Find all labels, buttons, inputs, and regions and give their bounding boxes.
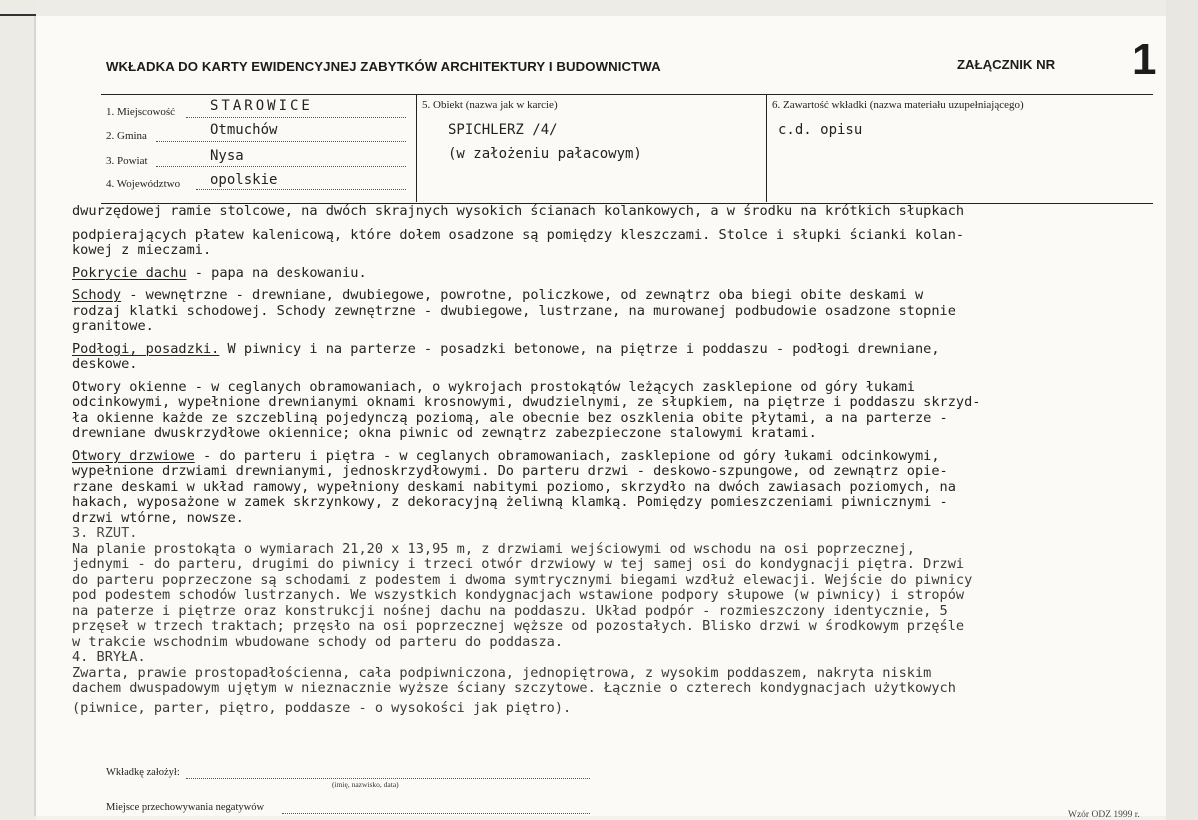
stairs-line-3: granitowe. xyxy=(72,318,154,334)
scan-top-edge xyxy=(0,0,1198,16)
windows-line-1: Otwory okienne - w ceglanych obramowaniach, o wykrojach prostokątów leżących zasklepione od góry łukami xyxy=(72,378,915,395)
negatives-location-label: Miejsce przechowywania negatywów xyxy=(106,802,265,813)
windows-line-2: odcinkowymi, wypełnione drewnianymi oknami krosnowymi, dwudzielnymi, ze słupkiem, na piętrze i poddaszu skrzyd- xyxy=(72,394,981,410)
doors-line-4: hakach, wyposażone w zamek skrzynkowy, z dekoracyjną żeliwną klamką. Pomiędzy pomieszczeniami piwnicznymi - xyxy=(72,494,948,510)
doors-line-1 xyxy=(72,449,1162,465)
plan-line-4: pod podestem schodów lustrzanych. We wszystkich kondygnacjach wstawione podpory słupowe (w piwnicy) i stropów xyxy=(72,587,965,603)
wojewodztwo-value: opolskie xyxy=(210,172,278,188)
floors-line-2: deskowe. xyxy=(72,356,138,372)
form-title: WKŁADKA DO KARTY EWIDENCYJNEJ ZABYTKÓW ARCHITEKTURY I BUDOWNICTWA xyxy=(106,59,661,74)
roof-covering-heading: Pokrycie dachu xyxy=(72,264,187,281)
obiekt-line-2: (w założeniu pałacowym) xyxy=(448,146,642,162)
roof-structure-line-2: podpierających płatew kalenicową, które dołem osadzone są pomiędzy kleszczami. Stolce i słupki ścianki kolan- xyxy=(72,226,965,243)
roof-covering-paragraph xyxy=(72,266,1162,282)
roof-covering-text: - papa na deskowaniu. xyxy=(186,264,367,281)
plan-line-5: na paterze i piętrze oraz konstrukcji nośnej dachu na poddaszu. Układ podpór - rozmieszczony identycznie, 5 xyxy=(72,602,948,619)
plan-line-7: w trakcie wschodnim wbudowane schody od parteru do poddasza. xyxy=(72,633,564,650)
roof-structure-line-3: kowej z mieczami. xyxy=(72,242,212,258)
attachment-number: 1 xyxy=(1132,35,1157,84)
gmina-value: Otmuchów xyxy=(210,122,278,138)
zawartosc-value: c.d. opisu xyxy=(778,122,863,138)
floors-line-1-text: W piwnicy i na parterze - posadzki betonowe, na piętrze i poddaszu - podłogi drewniane, xyxy=(219,340,940,357)
mass-line-1: Zwarta, prawie prostopadłościenna, cała podpiwniczona, jednopiętrowa, z wysokim poddaszem, nakryta niskim xyxy=(72,664,932,681)
miejscowosc-dots xyxy=(186,116,406,118)
scan-right-edge xyxy=(1166,0,1198,820)
obiekt-line-1: SPICHLERZ /4/ xyxy=(448,122,558,138)
insert-author-label: Wkładkę założył: xyxy=(106,767,180,778)
doors-line-2: wypełnione drzwiami drewnianymi, jednoskrzydłowymi. Do parteru drzwi - deskowo-szpungowe, od zewnątrz opie- xyxy=(72,463,948,479)
powiat-value: Nysa xyxy=(210,148,244,164)
floors-heading: Podłogi, posadzki. xyxy=(72,340,220,357)
plan-heading: 3. RZUT. xyxy=(72,525,138,541)
doors-line-3: rzane deskami w układ ramowy, wypełniony deskami nabitymi poziomo, skrzydło na dwóch zawiasach poziomych, na xyxy=(72,478,956,495)
insert-author-dots xyxy=(186,777,590,779)
negatives-location-dots xyxy=(282,812,590,814)
stairs-line-1-text: - wewnętrzne - drewniane, dwubiegowe, powrotne, policzkowe, od zewnątrz oba biegi obite deskami w xyxy=(121,287,924,303)
floors-line-1 xyxy=(72,342,1162,358)
wojewodztwo-label: 4. Województwo xyxy=(106,178,181,190)
stairs-heading: Schody xyxy=(72,287,122,303)
stairs-line-1 xyxy=(72,288,1162,304)
windows-line-4: drewniane dwuskrzydłowe okiennice; okna piwnic od zewnątrz zabezpieczone stalowymi kratami. xyxy=(72,425,817,441)
roof-structure-line-1: dwurzędowej ramie stolcowe, na dwóch skrajnych wysokich ścianach kolankowych, a w środku na krótkich słupkach xyxy=(72,203,965,219)
doors-heading: Otwory drzwiowe xyxy=(72,447,195,464)
stairs-line-2: rodzaj klatki schodowej. Schody zewnętrzne - dwubiegowe, lustrzane, na murowanej podbudowie osadzone stopnie xyxy=(72,302,956,319)
plan-line-3: do parteru poprzeczone są schodami z podestem i dwoma symtrycznymi biegami wzdłuż elewacji. Wejście do piwnicy xyxy=(72,571,973,588)
mass-heading: 4. BRYŁA. xyxy=(72,649,146,665)
plan-line-6: przęseł w trzech traktach; przęsło na osi poprzecznej węższe od pozostałych. Blisko drzwi w środkowym przęśle xyxy=(72,618,965,634)
scan-left-rule xyxy=(0,14,36,16)
column-divider-1 xyxy=(416,94,417,202)
column-divider-2 xyxy=(766,94,767,202)
doors-line-1-text: - do parteru i piętra - w ceglanych obramowaniach, zasklepione od góry łukami odcinkowymi, xyxy=(194,447,940,464)
plan-line-1: Na planie prostokąta o wymiarach 21,20 x 13,95 m, z drzwiami wejściowymi od wschodu na osi poprzecznej, xyxy=(72,540,915,557)
gmina-dots xyxy=(156,140,406,142)
gmina-label: 2. Gmina xyxy=(106,130,147,142)
plan-line-2: jednymi - do parteru, drugimi do piwnicy i trzeci otwór drzwiowy w tej samej osi do kondygnacji piętra. Drzwi xyxy=(72,556,965,572)
powiat-dots xyxy=(156,165,406,167)
scan-left-edge xyxy=(0,0,36,820)
powiat-label: 3. Powiat xyxy=(106,155,148,167)
miejscowosc-label: 1. Miejscowość xyxy=(106,106,176,118)
obiekt-label: 5. Obiekt (nazwa jak w karcie) xyxy=(422,99,558,111)
zawartosc-label: 6. Zawartość wkładki (nazwa materiału uzupełniającego) xyxy=(772,99,1024,111)
description-body xyxy=(72,204,1162,716)
wojewodztwo-dots xyxy=(196,188,406,190)
miejscowosc-value: STAROWICE xyxy=(210,98,313,114)
insert-author-hint: (imię, nazwisko, data) xyxy=(332,780,399,789)
attachment-label: ZAŁĄCZNIK NR xyxy=(957,57,1056,72)
mass-line-2: dachem dwuspadowym ujętym w nieznacznie wyższe ściany szczytowe. Łącznie o czterech kondygnacjach użytkowych xyxy=(72,680,956,696)
mass-line-3: (piwnice, parter, piętro, poddasze - o wysokości jak piętro). xyxy=(72,699,572,716)
doors-line-5: drzwi wtórne, nowsze. xyxy=(72,509,244,526)
windows-line-3: ła okienne każde ze szczebliną pojedynczą poziomą, ale obecnie bez oszklenia obite płytami, a na parterze - xyxy=(72,409,948,426)
form-template-version: Wzór ODZ 1999 r. xyxy=(1068,810,1140,820)
